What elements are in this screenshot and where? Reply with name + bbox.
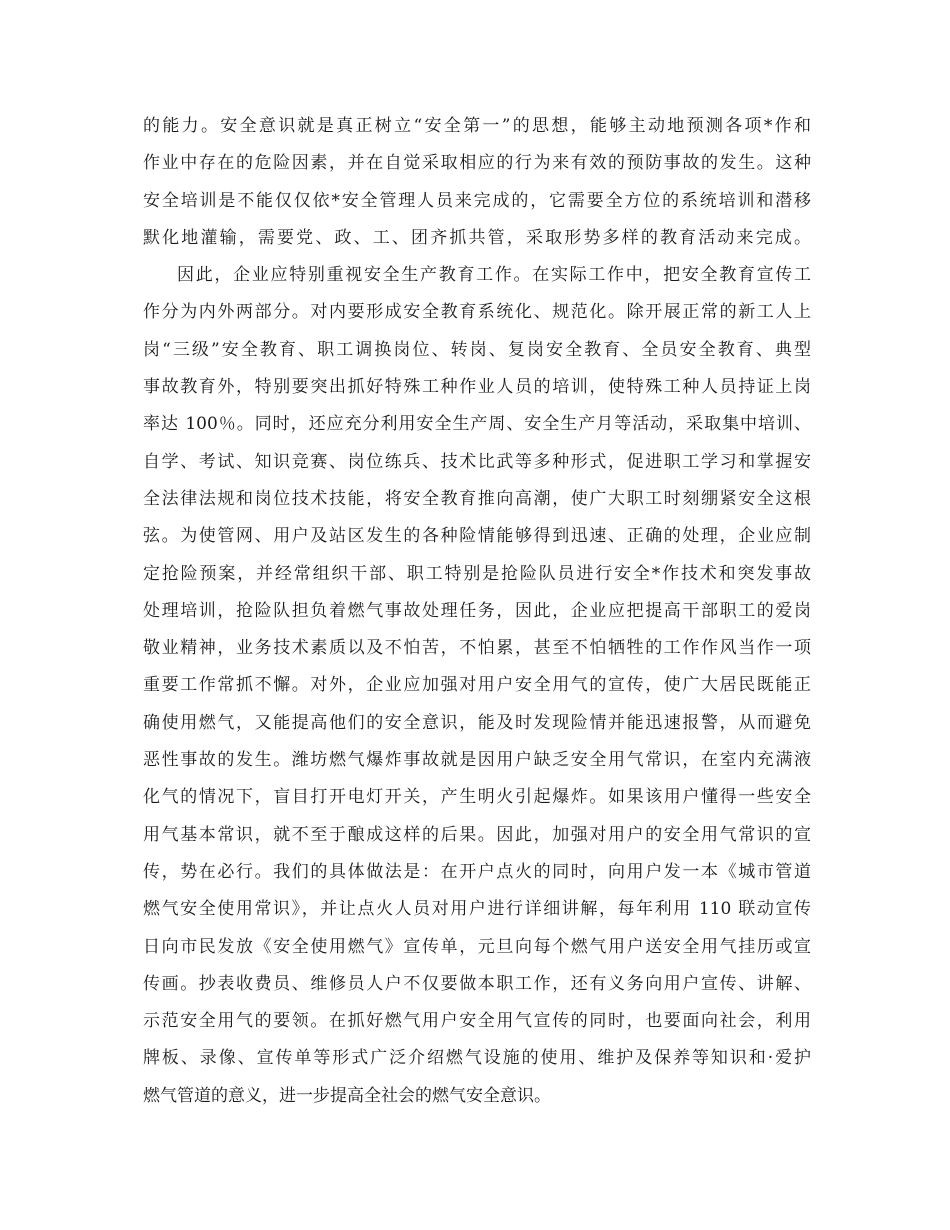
text-line: 定抢险预案，并经常组织干部、职工特别是抢险队员进行安全*作技术和突发事故 [143,563,811,584]
text-line: 全法律法规和岗位技术技能，将安全教育推向高潮，使广大职工时刻绷紧安全这根 [143,488,811,509]
text-line: 率达 100％。同时，还应充分利用安全生产周、安全生产月等活动，采取集中培训、 [143,414,811,435]
text-line: 牌板、录像、宣传单等形式广泛介绍燃气设施的使用、维护及保养等知识和·爱护 [143,1048,811,1069]
text-line: 岗“三级”安全教育、职工调换岗位、转岗、复岗安全教育、全员安全教育、典型 [143,339,811,360]
text-line: 处理培训，抢险队担负着燃气事故处理任务，因此，企业应把提高干部职工的爱岗 [143,600,811,621]
text-line: 用气基本常识，就不至于酿成这样的后果。因此，加强对用户的安全用气常识的宣 [143,824,811,845]
text-line: 因此，企业应特别重视安全生产教育工作。在实际工作中，把安全教育宣传工 [177,265,811,286]
text-line: 作分为内外两部分。对内要形成安全教育系统化、规范化。除开展正常的新工人上 [143,302,811,323]
text-line: 传画。抄表收费员、维修员人户不仅要做本职工作，还有义务向用户宣传、讲解、 [143,973,811,994]
text-line: 确使用燃气，又能提高他们的安全意识，能及时发现险情并能迅速报警，从而避免 [143,712,811,733]
text-line: 传，势在必行。我们的具体做法是：在开户点火的同时，向用户发一本《城市管道 [143,861,811,882]
text-line: 事故教育外，特别要突出抓好特殊工种作业人员的培训，使特殊工种人员持证上岗 [143,377,811,398]
text-line: 示范安全用气的要领。在抓好燃气用户安全用气宣传的同时，也要面向社会，利用 [143,1011,811,1032]
text-line: 自学、考试、知识竞赛、岗位练兵、技术比武等多种形式，促进职工学习和掌握安 [143,451,811,472]
text-line: 日向市民发放《安全使用燃气》宣传单，元旦向每个燃气用户送安全用气挂历或宣 [143,936,811,957]
text-line: 弦。为使管网、用户及站区发生的各种险情能够得到迅速、正确的处理，企业应制 [143,526,811,547]
paragraph-1 [143,108,811,257]
text-line: 化气的情况下，盲目打开电灯开关，产生明火引起爆炸。如果该用户懂得一些安全 [143,787,811,808]
text-line: 作业中存在的危险因素，并在自觉采取相应的行为来有效的预防事故的发生。这种 [143,153,811,174]
text-line: 敬业精神，业务技术素质以及不怕苦，不怕累，甚至不怕牺牲的工作作风当作一项 [143,638,811,659]
text-line: 重要工作常抓不懈。对外，企业应加强对用户安全用气的宣传，使广大居民既能正 [143,675,811,696]
paragraph-2 [143,257,811,1115]
document-body [143,108,811,1115]
text-line: 燃气管道的意义，进一步提高全社会的燃气安全意识。 [143,1085,551,1106]
text-line: 安全培训是不能仅仅依*安全管理人员来完成的，它需要全方位的系统培训和潜移 [143,190,811,211]
text-line: 燃气安全使用常识》，并让点火人员对用户进行详细讲解，每年利用 110 联动宣传 [143,899,811,920]
text-line: 默化地灌输，需要党、政、工、团齐抓共管，采取形势多样的教育活动来完成。 [143,227,811,248]
text-line: 的能力。安全意识就是真正树立“安全第一”的思想，能够主动地预测各项*作和 [143,116,811,136]
text-line: 恶性事故的发生。潍坊燃气爆炸事故就是因用户缺乏安全用气常识，在室内充满液 [143,750,811,771]
